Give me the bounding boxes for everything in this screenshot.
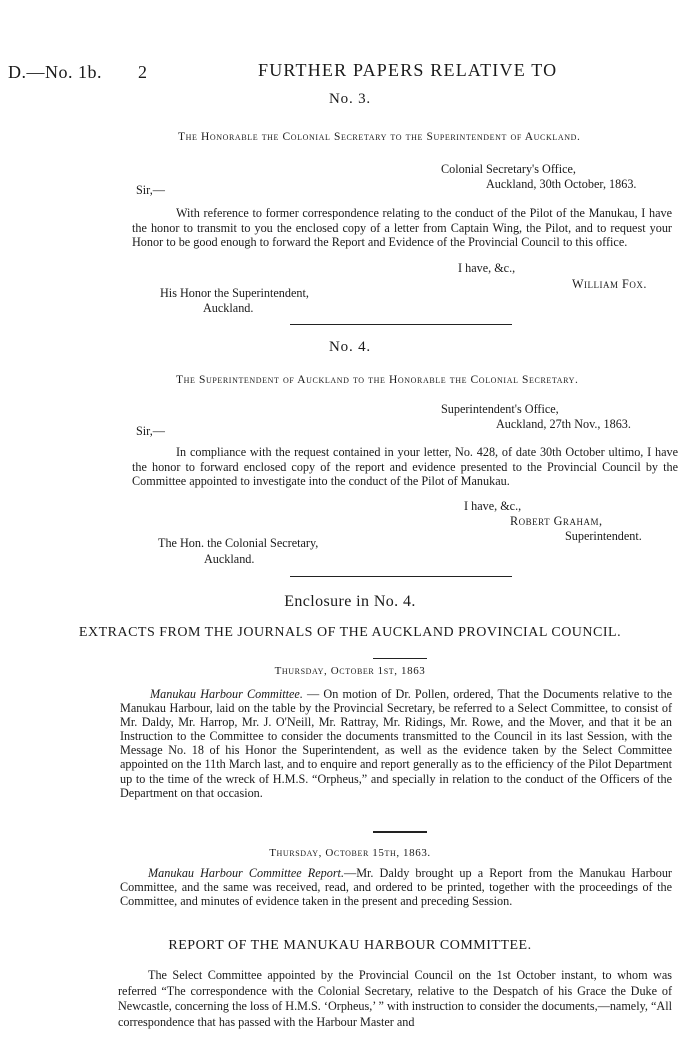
extracts-title: EXTRACTS FROM THE JOURNALS OF THE AUCKLAND PROVINCIAL COUNCIL. [78, 625, 622, 640]
page-number: 2 [138, 62, 147, 82]
section-subheading-no3 [178, 131, 580, 143]
letter-body-no4: In compliance with the request contained in your letter, No. 428, of date 30th October ultimo, I have the honor to forward enclosed copy of the report and evidence presented to the Provincial Council by the Committee appointed to investigate into the conduct of the Pilot of Manukau. [132, 445, 678, 488]
section-heading-no3: No. 3. [329, 91, 371, 107]
subheading-text: The Honorable the Colonial Secretary to the Superintendent of Auckland. [178, 131, 581, 143]
closing: I have, &c., [458, 261, 516, 275]
section-heading-no4: No. 4. [329, 339, 371, 355]
addressee-line-2: Auckland. [204, 552, 255, 566]
report-body: The Select Committee appointed by the Provincial Council on the 1st October instant, to whom was referred “The correspondence with the Colonial Secretary, relative to the Despatch of his Grace the Duke of Newcastle, concerning the loss of H.M.S. ‘Orpheus,’ ” with instruction to consider the documents,—namely, “All correspondence that has passed with the Harbour Master and [118, 968, 672, 1029]
date-text: Thursday, October 15th, 1863. [269, 847, 431, 859]
enclosure-heading: Enclosure in No. 4. [284, 593, 416, 610]
addressee-line-1: His Honor the Superintendent, [160, 286, 309, 300]
entry-body: —Mr. Daldy brought up a Report from the Manukau Harbour Committee, and the same was received, read, and ordered to be printed, together with the proceedings of the Committee, and minutes of evidence taken in the present and preceding Session. [120, 866, 672, 909]
letter-body-no3: With reference to former correspondence relating to the conduct of the Pilot of the Manukau, I have the honor to transmit to you the enclosed copy of a letter from Captain Wing, the Pilot, and to request your Honor to be good enough to forward the Report and Evidence of the Provincial Council to this office. [132, 206, 672, 249]
closing: I have, &c., [464, 499, 522, 513]
entry-lead: Manukau Harbour Committee Report. [148, 866, 344, 880]
signature-title: Superintendent. [565, 529, 642, 543]
short-divider [373, 658, 427, 659]
addressee-line-2: Auckland. [203, 301, 254, 315]
section-subheading-no4 [176, 374, 578, 386]
journal-entry-1 [120, 687, 672, 800]
signature: William Fox. [572, 277, 647, 291]
entry-lead: Manukau Harbour Committee. [150, 687, 303, 701]
date-text: Thursday, October 1st, 1863 [274, 665, 426, 677]
report-title: REPORT OF THE MANUKAU HARBOUR COMMITTEE. [168, 938, 532, 953]
salutation: Sir,— [136, 424, 165, 438]
section-divider [290, 576, 512, 577]
short-divider [373, 831, 427, 833]
journal-date-2 [0, 847, 700, 859]
section-divider [290, 324, 512, 325]
salutation: Sir,— [136, 183, 165, 197]
journal-date-1 [0, 665, 700, 677]
page-title: FURTHER PAPERS RELATIVE TO [258, 60, 558, 80]
place-date: Auckland, 30th October, 1863. [486, 177, 637, 191]
entry-body: — On motion of Dr. Pollen, ordered, That the Documents relative to the Manukau Harbour, laid on the table by the Provincial Secretary, be referred to a Select Committee, to consist of Mr. Daldy, Mr. Harrop, Mr. J. O'Neill, Mr. Rattray, Mr. Ridings, Mr. Rowe, and the Mover, and that it be an Instruction to the Committee to consider the documents transmitted to the Council in its last Session, with the Message No. 18 of his Honor the Superintendent, as well as the evidence taken by the Select Committee appointed on the 11th March last, and to enquire and report generally as to the efficiency of the Pilot Department up to the time of the wreck of H.M.S. “Orpheus,” and specially in relation to the conduct of the Officers of the Department on that occasion. [120, 687, 672, 800]
journal-entry-2 [120, 866, 672, 908]
document-reference: D.—No. 1b. [8, 62, 102, 82]
sender-office: Colonial Secretary's Office, [441, 162, 576, 176]
addressee-line-1: The Hon. the Colonial Secretary, [158, 536, 319, 550]
subheading-text: The Superintendent of Auckland to the Honorable the Colonial Secretary. [176, 374, 579, 386]
place-date: Auckland, 27th Nov., 1863. [496, 417, 631, 431]
signature: Robert Graham, [510, 514, 603, 528]
sender-office: Superintendent's Office, [441, 402, 559, 416]
